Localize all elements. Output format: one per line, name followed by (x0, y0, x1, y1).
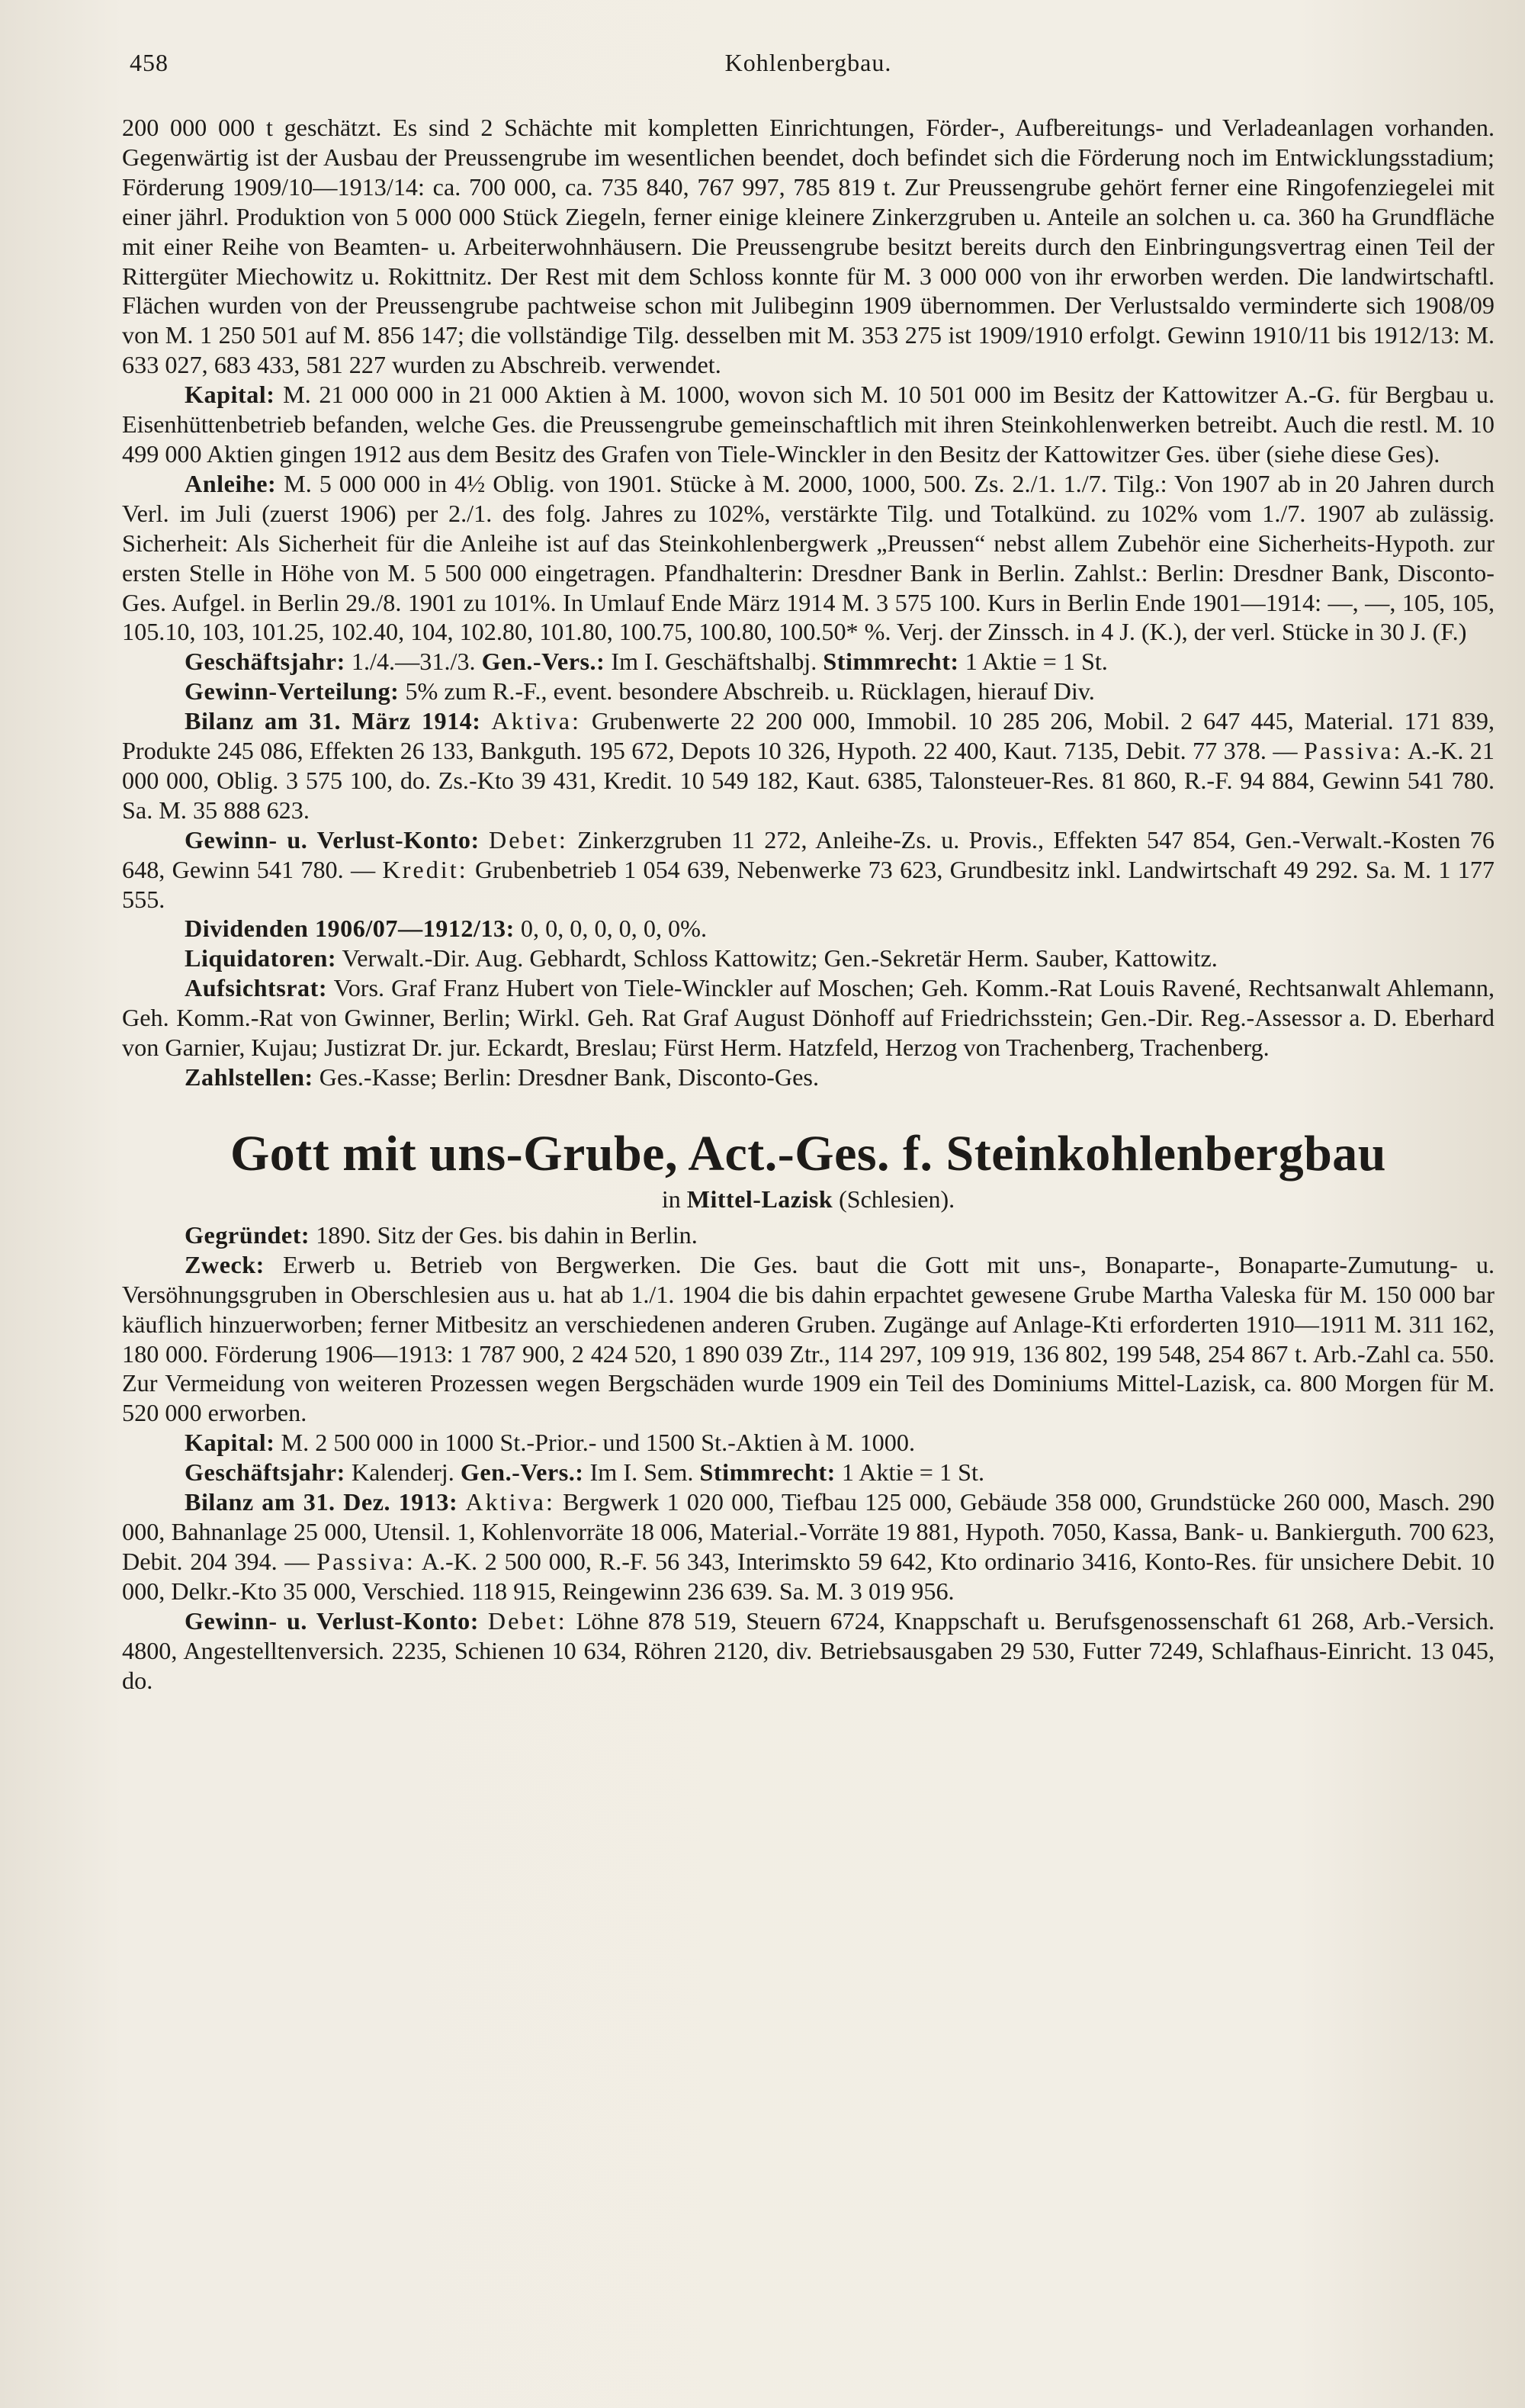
company-heading (122, 1124, 1494, 1214)
guv2-label: Gewinn- u. Verlust-Konto: (185, 1606, 479, 1635)
debet2-label: Debet: (487, 1606, 567, 1635)
geschaeftsjahr2-paragraph (122, 1458, 1494, 1487)
bilanz2-passiva-text: A.-K. 2 500 000, R.-F. 56 343, Interimskto 59 642, Kto ordinario 3416, Konto-Res. für unsichere Debit. 10 000, Delkr.-Kto 35 000, Verschied. 118 915, Reingewinn 236 639. Sa. M. 3 019 956. (122, 1547, 1494, 1605)
liquidatoren-label: Liquidatoren: (185, 944, 337, 973)
anleihe-label: Anleihe: (185, 469, 277, 497)
guv-kredit-text: Grubenbetrieb 1 054 639, Nebenwerke 73 623, Grundbesitz inkl. Landwirtschaft 49 292. Sa. M. 1 177 555. (122, 855, 1495, 913)
kapital2-label: Kapital: (185, 1429, 275, 1457)
company-title: Gott mit uns-Grube, Act.-Ges. f. Steinkohlenbergbau (230, 1125, 1387, 1181)
debet-label: Debet: (489, 825, 568, 854)
zweck-text: Erwerb u. Betrieb von Bergwerken. Die Ges. baut die Gott mit uns-, Bonaparte-, Bonaparte-Zumutung- u. Versöhnungsgruben in Oberschlesien aus u. hat ab 1./1. 1904 die bis dahin erpachtet gewesene Grube Martha Valeska für M. 150 000 bar käuflich hinzuerworben; ferner Mitbesitz an verschiedenen anderen Gruben. Zugänge auf Anlage-Kti erforderten 1910—1911 M. 311 162, 180 000. Förderung 1906—1913: 1 787 900, 2 424 520, 1 890 039 Ztr., 114 297, 109 919, 136 802, 199 548, 254 867 t. Arb.-Zahl ca. 550. Zur Vermeidung von weiteren Prozessen wegen Bergschäden wurde 1909 ein Teil des Dominiums Mittel-Lazisk, ca. 800 Morgen für M. 520 000 erworben. (122, 1250, 1495, 1427)
kapital-paragraph (122, 380, 1494, 469)
stimmrecht2-label: Stimmrecht: (699, 1458, 836, 1487)
gegruendet-paragraph (122, 1220, 1494, 1250)
guv-debet-text: Zinkerzgruben 11 272, Anleihe-Zs. u. Provis., Effekten 547 854, Gen.-Verwalt.-Kosten 76 648, Gewinn 541 780. — (122, 825, 1494, 883)
passiva2-label: Passiva: (316, 1547, 416, 1575)
geschaeftsjahr2-text: Kalenderj. (351, 1458, 454, 1487)
dividenden-paragraph (122, 914, 1494, 944)
aufsichtsrat-text: Vors. Graf Franz Hubert von Tiele-Winckler auf Moschen; Geh. Komm.-Rat Louis Ravené, Rechtsanwalt Ahlemann, Geh. Komm.-Rat von Gwinner, Berlin; Wirkl. Geh. Rat Graf August Dönhoff auf Friedrichsstein; Gen.-Dir. Reg.-Assessor a. D. Eberhard von Garnier, Kujau; Justizrat Dr. jur. Eckardt, Breslau; Fürst Herm. Hatzfeld, Herzog von Trachenberg, Trachenberg. (122, 974, 1494, 1062)
geschaeftsjahr-label: Geschäftsjahr: (185, 648, 345, 676)
kapital-label: Kapital: (185, 381, 275, 409)
gegruendet-label: Gegründet: (185, 1220, 310, 1249)
kredit-label: Kredit: (382, 855, 468, 883)
page-number: 458 (130, 49, 169, 76)
dividenden-text: 0, 0, 0, 0, 0, 0, 0%. (520, 915, 707, 943)
anleihe-paragraph (122, 469, 1494, 647)
genvers2-text: Im I. Sem. (589, 1458, 694, 1487)
aktiva-label: Aktiva: (491, 707, 581, 735)
guv-paragraph (122, 825, 1494, 915)
stimmrecht-text: 1 Aktie = 1 St. (965, 648, 1108, 676)
company-location (122, 1184, 1494, 1214)
gewinnverteilung-paragraph (122, 677, 1494, 706)
location-name: Mittel-Lazisk (686, 1185, 833, 1213)
liquidatoren-paragraph (122, 944, 1494, 973)
running-head: Kohlenbergbau. (724, 49, 892, 76)
dividenden-label: Dividenden 1906/07—1912/13: (185, 915, 515, 943)
stimmrecht2-text: 1 Aktie = 1 St. (841, 1458, 985, 1487)
zahlstellen-paragraph (122, 1063, 1494, 1092)
geschaeftsjahr-text: 1./4.—31./3. (351, 648, 476, 676)
guv-label: Gewinn- u. Verlust-Konto: (185, 825, 480, 854)
location-prefix: in (661, 1185, 681, 1213)
kapital2-text: M. 2 500 000 in 1000 St.-Prior.- und 1500 St.-Aktien à M. 1000. (281, 1429, 916, 1457)
bilanz2-label: Bilanz am 31. Dez. 1913: (185, 1488, 458, 1516)
gegruendet-text: 1890. Sitz der Ges. bis dahin in Berlin. (316, 1220, 698, 1249)
intro-text: 200 000 000 t geschätzt. Es sind 2 Schächte mit kompletten Einrichtungen, Förder-, Aufbereitungs- und Verladeanlagen vorhanden. Gegenwärtig ist der Ausbau der Preussengrube im wesentlichen beendet, doch befindet sich die Förderung noch im Entwicklungsstadium; Förderung 1909/10—1913/14: ca. 700 000, ca. 735 840, 767 997, 785 819 t. Zur Preussengrube gehört ferner eine Ringofenziegelei mit einer jährl. Produktion von 5 000 000 Stück Ziegeln, ferner einige kleinere Zinkerzgruben u. Anteile an solchen u. ca. 360 ha Grundfläche mit einer Reihe von Beamten- u. Arbeiterwohnhäusern. Die Preussengrube besitzt bereits durch den Einbringungsvertrag einen Teil der Rittergüter Miechowitz u. Rokittnitz. Der Rest mit dem Schloss konnte für M. 3 000 000 von ihr erworben werden. Die landwirtschaftl. Flächen wurden von der Preussengrube pachtweise schon mit Julibeginn 1909 übernommen. Der Verlustsaldo verminderte sich 1908/09 von M. 1 250 501 auf M. 856 147; die vollständige Tilg. desselben mit M. 353 275 ist 1909/1910 erfolgt. Gewinn 1910/11 bis 1912/13: M. 633 027, 683 433, 581 227 wurden zu Abschreib. verwendet. (122, 114, 1494, 379)
bilanz2-aktiva-text: Bergwerk 1 020 000, Tiefbau 125 000, Gebäude 358 000, Grundstücke 260 000, Masch. 290 000, Bahnanlage 25 000, Utensil. 1, Kohlenvorräte 18 006, Material.-Vorräte 19 881, Hypoth. 7050, Kassa, Bank- u. Bankierguth. 700 623, Debit. 204 394. — (122, 1488, 1494, 1575)
aufsichtsrat-paragraph (122, 973, 1494, 1063)
stimmrecht-label: Stimmrecht: (823, 648, 959, 676)
bilanz2-paragraph (122, 1487, 1494, 1606)
gewinnverteilung-label: Gewinn-Verteilung: (185, 677, 400, 706)
kapital-text: M. 21 000 000 in 21 000 Aktien à M. 1000, wovon sich M. 10 501 000 im Besitz der Kattowitzer A.-G. für Bergbau u. Eisenhüttenbetrieb befanden, welche Ges. die Preussengrube gemeinschaftlich mit ihren Steinkohlenwerken betreibt. Auch die restl. M. 10 499 000 Aktien gingen 1912 aus dem Besitz des Grafen von Tiele-Winckler in den Besitz der Kattowitzer Ges. über (siehe diese Ges). (122, 381, 1494, 468)
preussengrube-intro (122, 113, 1494, 380)
geschaeftsjahr2-label: Geschäftsjahr: (185, 1458, 345, 1487)
bilanz-passiva-text: A.-K. 21 000 000, Oblig. 3 575 100, do. Zs.-Kto 39 431, Kredit. 10 549 182, Kaut. 6385, Talonsteuer-Res. 81 860, R.-F. 94 884, Gewinn 541 780. Sa. M. 35 888 623. (122, 737, 1494, 824)
genvers-text: Im I. Geschäftshalbj. (611, 648, 817, 676)
page-header (122, 40, 1464, 78)
bilanz-paragraph (122, 706, 1494, 825)
genvers2-label: Gen.-Vers.: (460, 1458, 584, 1487)
bilanz-aktiva-text: Grubenwerte 22 200 000, Immobil. 10 285 206, Mobil. 2 647 445, Material. 171 839, Produkte 245 086, Effekten 26 133, Bankguth. 195 672, Depots 10 326, Hypoth. 22 400, Kaut. 7135, Debit. 77 378. — (122, 707, 1495, 765)
geschaeftsjahr-paragraph (122, 647, 1494, 677)
aktiva2-label: Aktiva: (465, 1488, 555, 1516)
guv2-paragraph (122, 1606, 1494, 1696)
bilanz-label: Bilanz am 31. März 1914: (185, 707, 481, 735)
kapital2-paragraph (122, 1428, 1494, 1458)
genvers-label: Gen.-Vers.: (481, 648, 605, 676)
gewinnverteilung-text: 5% zum R.-F., event. besondere Abschreib. u. Rücklagen, hierauf Div. (405, 677, 1095, 706)
zweck-paragraph (122, 1250, 1494, 1428)
page-body (122, 113, 1494, 1695)
zahlstellen-label: Zahlstellen: (185, 1063, 313, 1091)
zweck-label: Zweck: (185, 1250, 265, 1278)
zahlstellen-text: Ges.-Kasse; Berlin: Dresdner Bank, Disconto-Ges. (319, 1063, 820, 1091)
anleihe-text: M. 5 000 000 in 4½ Oblig. von 1901. Stücke à M. 2000, 1000, 500. Zs. 2./1. 1./7. Tilg.: Von 1907 ab in 20 Jahren durch Verl. im Juli (zuerst 1906) per 2./1. des folg. Jahres zu 102%, verstärkte Tilg. und Totalkünd. zu 102% vom 1./7. 1907 ab zulässig. Sicherheit: Als Sicherheit für die Anleihe ist auf das Steinkohlenbergwerk „Preussen“ nebst allem Zubehör eine Sicherheits-Hypoth. zur ersten Stelle in Höhe von M. 5 500 000 eingetragen. Pfandhalterin: Dresdner Bank in Berlin. Zahlst.: Berlin: Dresdner Bank, Disconto-Ges. Aufgel. in Berlin 29./8. 1901 zu 101%. In Umlauf Ende März 1914 M. 3 575 100. Kurs in Berlin Ende 1901—1914: —, —, 105, 105, 105.10, 103, 101.25, 102.40, 104, 102.80, 101.80, 100.75, 100.80, 100.50* %. Verj. der Zinssch. in 4 J. (K.), der verl. Stücke in 30 J. (F.) (122, 469, 1494, 646)
location-suffix: (Schlesien). (839, 1185, 955, 1213)
aufsichtsrat-label: Aufsichtsrat: (185, 974, 328, 1002)
guv2-debet-text: Löhne 878 519, Steuern 6724, Knappschaft u. Berufsgenossenschaft 61 268, Arb.-Versich. 4800, Angestelltenversich. 2235, Schienen 10 634, Röhren 2120, div. Betriebsausgaben 29 530, Futter 7249, Schlafhaus-Einricht. 13 045, do. (122, 1606, 1494, 1694)
liquidatoren-text: Verwalt.-Dir. Aug. Gebhardt, Schloss Kattowitz; Gen.-Sekretär Herm. Sauber, Kattowitz. (342, 944, 1218, 973)
passiva-label: Passiva: (1303, 737, 1403, 765)
